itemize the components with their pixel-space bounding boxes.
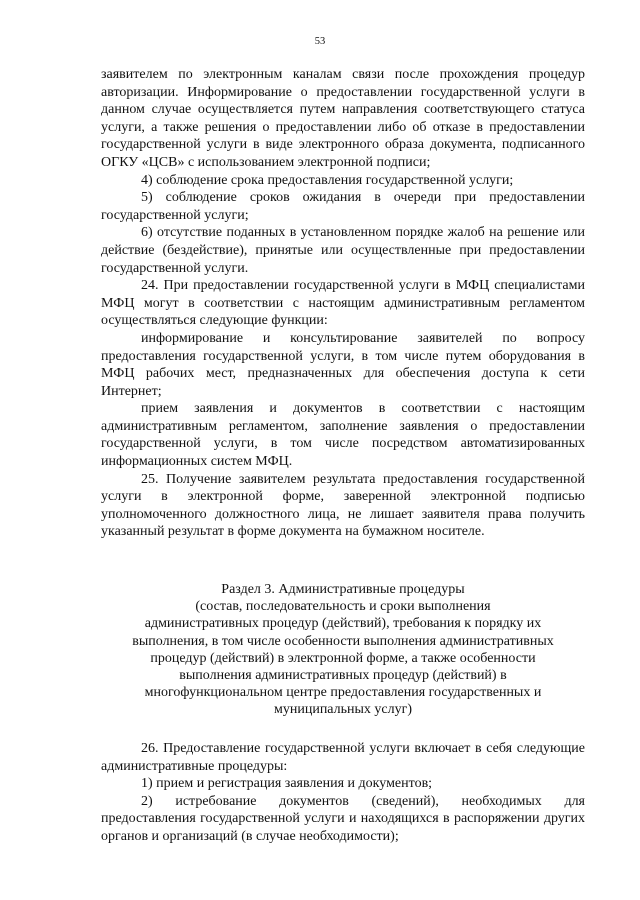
paragraph: 6) отсутствие поданных в установленном порядке жалоб на решение или действие (бездействие), принятые или осуществленные при предоставлении государственной услуги.: [101, 225, 585, 276]
body-text-lower: [101, 740, 585, 846]
paragraph: 24. При предоставлении государственной услуги в МФЦ специалистами МФЦ могут в соответствии с настоящим административным регламентом осуществляться следующие функции:: [101, 278, 585, 329]
paragraph: 4) соблюдение срока предоставления государственной услуги;: [141, 172, 514, 188]
section-heading-line: многофункциональном центре предоставления государственных и: [144, 685, 542, 701]
paragraph: 26. Предоставление государственной услуги включает в себя следующие административные процедуры:: [101, 741, 585, 774]
paragraph: 5) соблюдение сроков ожидания в очереди при предоставлении государственной услуги;: [101, 190, 585, 223]
page-number: 53: [314, 36, 326, 47]
paragraph: прием заявления и документов в соответствии с настоящим административным регламентом, заполнение заявления о предоставлении государственной услуги, в том числе посредством автоматизированных информационных систем МФЦ.: [101, 401, 585, 470]
section-heading-line: Раздел 3. Административные процедуры: [221, 582, 465, 597]
section-heading: [101, 581, 585, 719]
paragraph: заявителем по электронным каналам связи после прохождения процедур авторизации. Информирование о предоставлении государственной услуги в данном случае осуществляется путем направления соответствующего статуса услуги, а также решения о предоставлении либо об отказе в предоставлении государственной услуги в виде электронного образа документа, подписанного ОГКУ «ЦСВ» с использованием электронной подписи;: [101, 67, 585, 170]
body-text-upper: [101, 66, 585, 541]
section-heading-line: (состав, последовательность и сроки выполнения: [195, 599, 491, 615]
paragraph: информирование и консультирование заявителей по вопросу предоставления государственной услуги, в том числе путем оборудования в МФЦ рабочих мест, предназначенных для обеспечения доступа к сети Интернет;: [101, 330, 585, 399]
section-heading-line: выполнения административных процедур (действий) в: [179, 668, 507, 684]
paragraph: 2) истребование документов (сведений), необходимых для предоставления государственной услуги и находящихся в распоряжении других органов и организаций (в случае необходимости);: [101, 793, 585, 844]
section-heading-line: выполнения, в том числе особенности выполнения административных: [132, 633, 554, 649]
paragraph: 25. Получение заявителем результата предоставления государственной услуги в электронной форме, заверенной электронной подписью уполномоченного должностного лица, не лишает заявителя права получить указанный результат в форме документа на бумажном носителе.: [101, 471, 585, 540]
section-heading-line: процедур (действий) в электронной форме, а также особенности: [150, 650, 536, 666]
paragraph: 1) прием и регистрация заявления и документов;: [141, 776, 433, 792]
section-heading-line: муниципальных услуг): [273, 702, 413, 718]
section-heading-line: административных процедур (действий), требования к порядку их: [144, 616, 542, 632]
